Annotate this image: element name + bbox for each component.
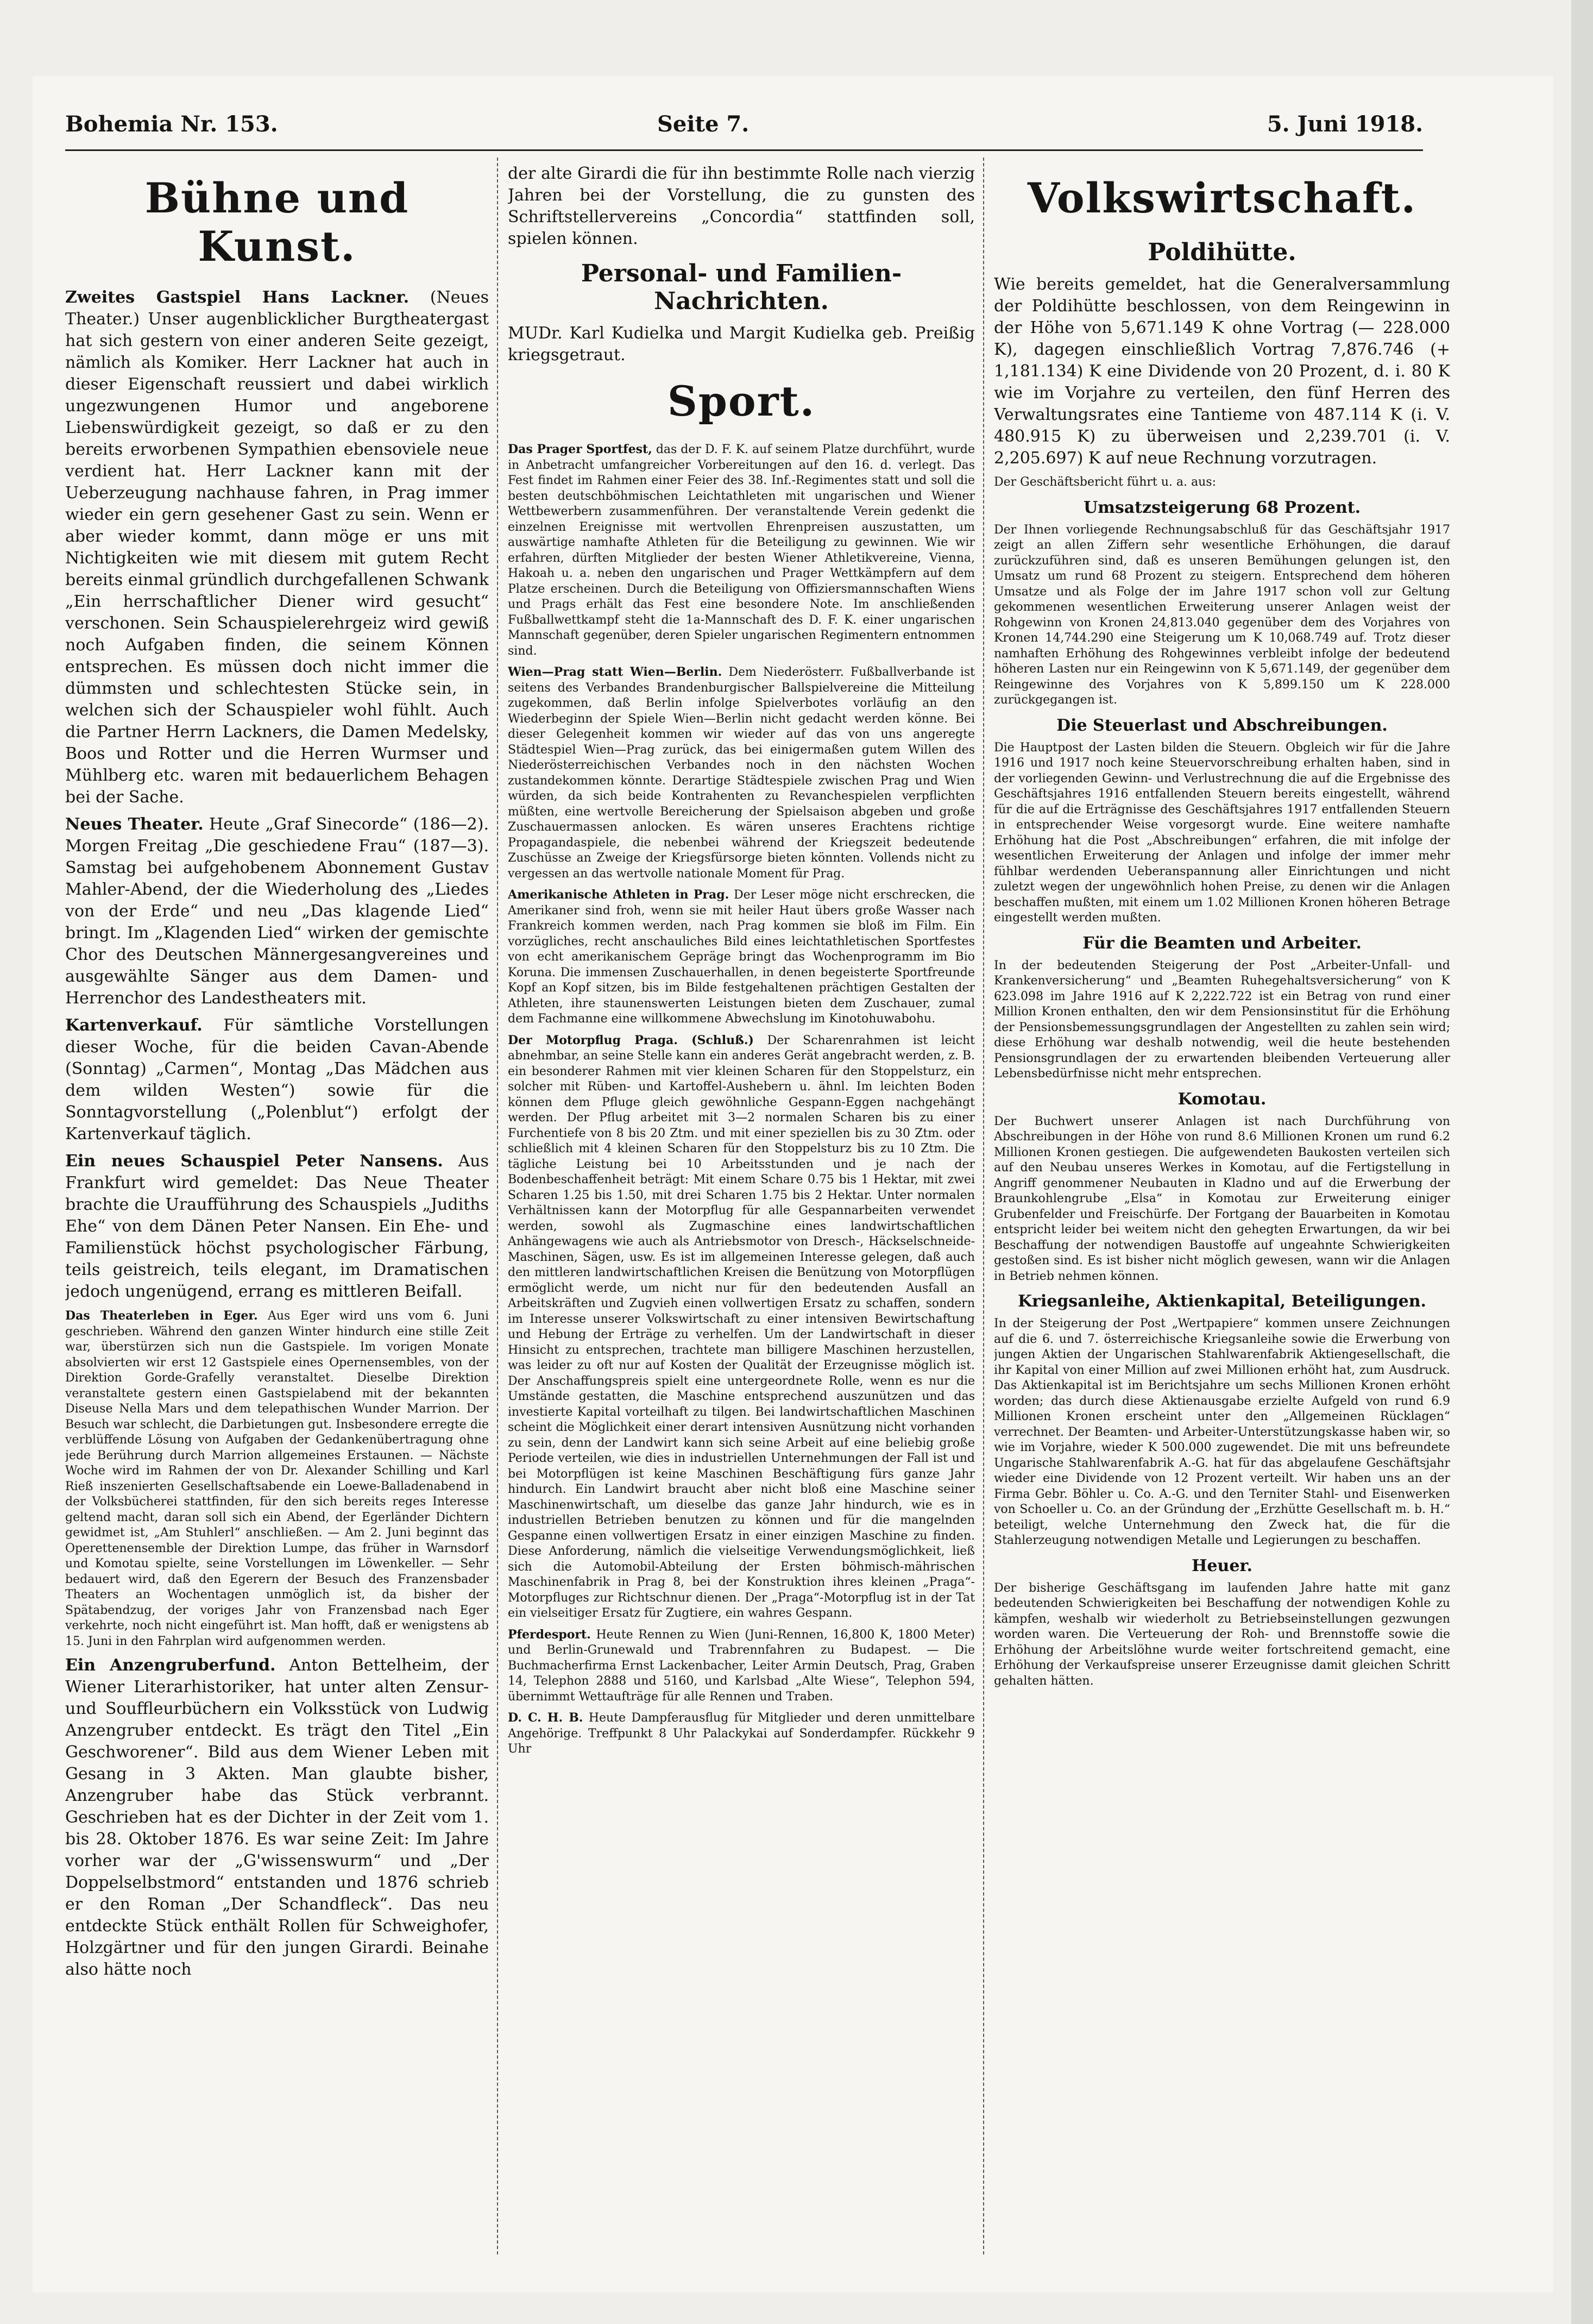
paragraph: Der Geschäftsbericht führt u. a. aus:	[994, 475, 1216, 489]
section-title-personal: Personal- und Familien-Nachrichten.	[581, 260, 902, 315]
column-divider	[983, 158, 984, 2254]
section-title-volkswirtschaft: Volkswirtschaft.	[1027, 174, 1417, 222]
paragraph: In der Steigerung der Post „Wertpapiere“ kommen unsere Zeichnungen auf die 6. und 7. österreichische Kriegsanleihe sowie die Erwerbung von jungen Aktien der Ungarischen Stahlwarenfabrik Aktiengesellschaft, die ihr Kapital von einer Million auf zwei Millionen erhöht hat, zum Ausdruck. Das Aktienkapital ist im Berichtsjahre um sechs Millionen Kronen erhöht worden; das durch diese Aktienausgabe erzielte Aufgeld von rund 6.9 Millionen Kronen erscheint unter den „Allgemeinen Rücklagen“ verrechnet. Der Beamten- und Arbeiter-Unterstützungskasse haben wir, so wie im Vorjahre, wieder K 500.000 zugewendet. Die mit uns befreundete Ungarische Stahlwarenfabrik A.-G. hat für das abgelaufene Geschäftsjahr wieder eine Dividende von 12 Prozent verteilt. Wir haben uns an der Firma Gebr. Böhler u. Co. A.-G. und den Terniter Stahl- und Eisenwerken von Schoeller u. Co. an der Gründung der „Erzhütte Gesellschaft m. b. H.“ beteiligt, welche Unternehmung den Zweck hat, die für die Stahlerzeugung notwendigen Metalle und Legierungen zu beschaffen.	[994, 1317, 1450, 1547]
article-kartenverkauf	[65, 1015, 489, 1145]
sport-articles	[508, 442, 975, 1757]
article-eger	[65, 1308, 489, 1649]
article-heading: Das Prager Sportfest,	[508, 442, 652, 456]
header-page-number: Seite 7.	[657, 111, 750, 137]
section-title-sport: Sport.	[667, 377, 816, 425]
article-dchb	[508, 1710, 975, 1757]
article-neues-theater	[65, 814, 489, 1009]
paragraph: Der Buchwert unserer Anlagen ist nach Durchführung von Abschreibungen in der Höhe von rund 8.6 Millionen Kronen um rund 6.2 Millionen Kronen gestiegen. Die aufgewendeten Baukosten verteilen sich auf den Neubau unseres Werkes in Komotau, auf die Fertigstellung in Angriff genommener Neubauten in Kladno und auf die Erwerbung der Braunkohlengrube „Elsa“ in Komotau zur Erweiterung einiger Grubenfelder und Freischürfe. Der Fortgang der Bauarbeiten in Komotau entspricht leider bei weitem nicht den gehegten Erwartungen, da wir bei Beschaffung der notwendigen Baustoffe auf ungeahnte Schwierigkeiten gestoßen sind. Es ist bisher nicht möglich gewesen, wann wir die Anlagen in Betrieb nehmen können.	[994, 1114, 1450, 1283]
article-heading: Ein neues Schauspiel Peter Nansens.	[65, 1152, 443, 1171]
article-anzengruber	[65, 1655, 489, 1981]
article-continuation: der alte Girardi die für ihn bestimmte Rolle nach vierzig Jahren bei der Vorstellung, die zu gunsten des Schriftstellervereins „Concordia“ stattfinden soll, spielen können.	[508, 164, 975, 248]
article-body: Dem Niederösterr. Fußballverbande ist seitens des Verbandes Brandenburgischer Ballspielvereine die Mitteilung zugekommen, daß Berlin infolge Spielverbotes vorläufig an den Wiederbeginn der Spiele Wien—Berlin nicht gedacht werden könne. Bei dieser Gelegenheit kommen wir wieder auf das von uns angeregte Städtespiel Wien—Prag zurück, das bei einigermaßen gutem Willen des Niederösterreichischen Verbandes noch in den nächsten Wochen zustandekommen könnte. Derartige Städtespiele zwischen Prag und Wien würden, da sich beide Kontrahenten zu Revanchespielen verpflichten müßten, eine wertvolle Bereicherung der Spielsaison abgeben und große Zuschauermassen anlocken. Es wären unseres Erachtens richtige Propagandaspiele, die nebenbei während der Kriegszeit bedeutende Zuschüsse an Zweige der Kriegsfürsorge bieten könnten. Vollends nicht zu vergessen an das wertvolle nationale Moment für Prag.	[508, 665, 975, 881]
article-heading: D. C. H. B.	[508, 1711, 583, 1725]
article-heading: Ein Anzengruberfund.	[65, 1656, 276, 1675]
article-lackner	[65, 287, 489, 808]
paragraph: Wie bereits gemeldet, hat die Generalversammlung der Poldihütte beschlossen, von dem Reingewinn in der Höhe von 5,671.149 K ohne Vortrag (— 228.000 K), dagegen einschließlich Vortrag 7,876.746 (+ 1,181.134) K eine Dividende von 20 Prozent, d. i. 80 K wie im Vorjahre zu verteilen, den fünf Herren des Verwaltungsrates eine Tantieme von 487.114 K (i. V. 480.915 K) zu überweisen und 2,239.701 (i. V. 2,205.697) K auf neue Rechnung vorzutragen.	[994, 275, 1450, 468]
article-body: (Neues Theater.) Unser augenblicklicher Burgtheatergast hat sich gestern von einer anderen Seite gezeigt, nämlich als Komiker. Herr Lackner hat auch in dieser Eigenschaft reussiert und dabei wirklich ungezwungenen Humor und angeborene Liebenswürdigkeit gezeigt, so daß er zu den bereits erworbenen Sympathien ebensoviele neue verdient hat. Herr Lackner kann mit der Ueberzeugung nachhause fahren, in Prag immer wieder ein gern gesehener Gast zu sein. Wenn er aber wieder kommt, dann möge er uns mit Nichtigkeiten wie mit diesem mit gutem Recht bereits einmal gründlich durchgefallenen Schwank „Ein herrschaftlicher Diener wird gesucht“ verschonen. Sein Schauspielerehrgeiz wird gewiß noch Aufgaben finden, die seinem Können entsprechen. Es müssen doch nicht immer die dümmsten und schlechtesten Stücke sein, in welchen sich der Schauspieler wohl fühlt. Auch die Partner Herrn Lackners, die Damen Medelsky, Boos und Rotter und die Herren Wurmser und Mühlberg etc. waren mit bedauerlichem Behagen bei der Sache.	[65, 288, 489, 807]
paragraph: Der Ihnen vorliegende Rechnungsabschluß für das Geschäftsjahr 1917 zeigt an allen Ziffern sehr wesentliche Erhöhungen, die darauf zurückzuführen sind, daß es unseren Bemühungen gelungen ist, den Umsatz um rund 68 Prozent zu steigern. Entsprechend dem höheren Umsatze und als Folge der im Jahre 1917 schon voll zur Geltung gekommenen wesentlichen Erweiterung unserer Anlagen weist der Rohgewinn von Kronen 24,813.040 gegenüber dem des Vorjahres von Kronen 14,744.290 eine Steigerung um K 10,068.749 auf. Trotz dieser namhaften Erhöhung des Rohgewinnes verbleibt infolge der bedeutend höheren Lasten nur ein Reingewinn von K 5,671.149, der gegenüber dem Reingewinne des Vorjahres von K 5,899.150 um K 228.000 zurückgegangen ist.	[994, 523, 1450, 707]
paragraph: In der bedeutenden Steigerung der Post „Arbeiter-Unfall- und Krankenversicherung“ und „Beamten Ruhegehaltsversicherung“ von K 623.098 im Jahre 1916 auf K 2,222.722 ist ein Betrag von rund einer Million Kronen enthalten, den wir dem Pensionsinstitut für die Erhöhung der Pensionsbemessungsgrundlagen der Angestellten zu zahlen sein wird; diese Erhöhung war deshalb notwendig, weil die heute bestehenden Pensionsgrundlagen der zu erwartenden bleibenden Verteuerung aller Lebensbedürfnisse nicht mehr entsprechen.	[994, 958, 1450, 1081]
subheading-umsatz: Umsatzsteigerung 68 Prozent.	[1083, 498, 1361, 517]
page-header	[65, 111, 1423, 149]
article-body: Der Leser möge nicht erschrecken, die Amerikaner sind froh, wenn sie mit heiler Haut übers große Wasser nach Frankreich kommen werden, nach Prag kommen sie bloß im Film. Ein vorzügliches, recht anschauliches Bild eines leichtathletischen Sportfestes von echt amerikanischem Gepräge bringt das Wochenprogramm im Bio Koruna. Die immensen Zuschauerhallen, in denen begeisterte Sportfreunde Kopf an Kopf sitzen, bis im Bilde festgehaltenen prächtigen Gestalten der Athleten, ihre staunenswerten Leistungen bieten dem Zuschauer, zumal dem Fachmanne eine willkommene Abwechslung im Kinotohuwabohu.	[508, 888, 975, 1026]
article-heading: Zweites Gastspiel Hans Lackner.	[65, 288, 410, 307]
subheading-komotau: Komotau.	[1178, 1089, 1267, 1109]
article-body: Aus Eger wird uns vom 6. Juni geschrieben. Während den ganzen Winter hindurch eine stille Zeit war, überstürzen sich nun die Gastspiele. Im vorigen Monate absolvierten wir erst 12 Gastspiele eines Opernensembles, von der Direktion Gorde-Grafelly veranstaltet. Dieselbe Direktion veranstaltete gestern einen Gastspielabend mit der bekannten Diseuse Nella Mars und dem telepathischen Wunder Marrion. Der Besuch war schlecht, die Darbietungen gut. Insbesondere erregte die verblüffende Lösung von Aufgaben der Gedankenübertragung ohne jede Berührung durch Marrion allgemeines Erstaunen. — Nächste Woche wird im Rahmen der von Dr. Alexander Schilling und Karl Rieß inszenierten Gesellschaftsabende ein Loewe-Balladenabend in der Volksbücherei stattfinden, für den sich bereits reges Interesse geltend macht, daran soll sich ein Abend, der Egerländer Dichtern gewidmet ist, „Am Stuhlerl“ anschließen. — Am 2. Juni beginnt das Operettenensemble der Direktion Lumpe, das früher in Warnsdorf und Komotau spielte, seine Vorstellungen im Löwenkeller. — Sehr bedauert wird, daß den Egerern der Besuch des Franzensbader Theaters an Wochentagen unmöglich ist, da bisher der Spätabendzug, der voriges Jahr von Franzensbad nach Eger verkehrte, noch nicht eingeführt ist. Man hofft, daß er wenigstens ab 15. Juni in den Fahrplan wird aufgenommen werden.	[65, 1309, 489, 1648]
article-heading: Amerikanische Athleten in Prag.	[508, 888, 729, 902]
section-title-buehne: Bühne und Kunst.	[144, 174, 410, 271]
article-body: Der Scharenrahmen ist leicht abnehmbar, an seine Stelle kann ein anderes Gerät angebracht werden, z. B. ein besonderer Rahmen mit vier kleinen Scharen für den Stoppelsturz, ein solcher mit Rüben- und Kartoffel-Aushebern u. ähnl. Im leichten Boden können dem Pfluge gleich gewöhnliche Gespann-Eggen nachgehängt werden. Der Pflug arbeitet mit 3—2 normalen Scharen bis zu einer Furchentiefe von 8 bis 20 Ztm. und mit einer speziellen bis zu 30 Ztm. oder schließlich mit 4 kleinen Scharen für den Stoppelsturz bis zu 10 Ztm. Die tägliche Leistung bei 10 Arbeitsstunden und je nach der Bodenbeschaffenheit beträgt: Mit einem Schare 0.75 bis 1 Hektar, mit zwei Scharen 1.25 bis 1.50, mit drei Scharen 1.75 bis 2 Hektar. Unter normalen Verhältnissen kann der Motorpflug für alle Gespannarbeiten verwendet werden, sowohl als Zugmaschine eines landwirtschaftlichen Anhängewagens wie auch als Antriebsmotor von Dresch-, Häckselschneide-Maschinen, Sägen, usw. Es ist im allgemeinen Interesse gelegen, daß auch den mittleren landwirtschaftlichen Kreisen die Benützung von Motorpflügen ermöglicht werde, um nicht nur für den bedeutenden Ausfall an Arbeitskräften und Zugvieh einen vollwertigen Ersatz zu schaffen, sondern im Interesse unserer Volkswirtschaft zu einer intensiven Bewirtschaftung und Hebung der Erträge zu verhelfen. Um der Landwirtschaft in dieser Hinsicht zu entsprechen, trachtete man billigere Maschinen herzustellen, was leider zu oft nur auf Kosten der Qualität der Erzeugnisse möglich ist. Der Anschaffungspreis spielt eine untergeordnete Rolle, wenn es nur die Umstände gestatten, die Maschine entsprechend auszunützen und das investierte Kapital vorteilhaft zu tilgen. Bei landwirtschaftlichen Maschinen scheint die Möglichkeit einer derart intensiven Ausnützung nicht vorhanden zu sein, denn der Landwirt kann sich seine Arbeit auf eine beliebig große Periode verteilen, wie dies in industriellen Unternehmungen der Fall ist und bei Motorpflügen ist keine Maschinen Beschäftigung fürs ganze Jahr hindurch. Ein Landwirt braucht aber nicht bloß eine Maschine seiner Maschinenwirtschaft, um dieselbe das ganze Jahr hindurch, wie es in industriellen Betrieben benutzen zu können und für die mangelnden Gespanne einen vollwertigen Ersatz in einer einzigen Maschine zu finden. Diese Anforderung, nämlich die vielseitige Verwendungsmöglichkeit, ließ sich die Automobil-Abteilung der Ersten böhmisch-mährischen Maschinenfabrik in Prag 8, bei der Konstruktion ihres kleinen „Praga“-Motorpfluges zur Richtschnur dienen. Der „Praga“-Motorpflug ist in der Tat ein vielseitiger Ersatz für Zugtiere, ein wahres Gespann.	[508, 1033, 975, 1620]
article-heading: Kartenverkauf.	[65, 1016, 203, 1035]
article-pferdesport	[508, 1627, 975, 1705]
subheading-kriegsanleihe: Kriegsanleihe, Aktienkapital, Beteiligungen.	[1017, 1292, 1427, 1311]
article-heading: Das Theaterleben in Eger.	[65, 1309, 258, 1323]
article-nansen	[65, 1151, 489, 1303]
continuation-block	[508, 163, 975, 425]
article-heading: Wien—Prag statt Wien—Berlin.	[508, 665, 722, 679]
article-heading: Pferdesport.	[508, 1627, 591, 1642]
article-heading: Neues Theater.	[65, 815, 204, 834]
column-volkswirtschaft	[994, 163, 1450, 2254]
subheading-steuer: Die Steuerlast und Abschreibungen.	[1056, 715, 1388, 735]
article-wien-prag	[508, 664, 975, 882]
column-sport	[508, 163, 975, 2254]
article-body: Für sämtliche Vorstellungen dieser Woche, für die beiden Cavan-Abende (Sonntag) „Carmen“, Montag „Das Mädchen aus dem wilden Westen“) sowie für die Sonntagvorstellung („Polenblut“) erfolgt der Kartenverkauf täglich.	[65, 1016, 489, 1144]
article-body: Heute „Graf Sinecorde“ (186—2). Morgen Freitag „Die geschiedene Frau“ (187—3). Samstag bei aufgehobenem Abonnement Gustav Mahler-Abend, der die Wiederholung des „Liedes von der Erde“ und neu „Das klagende Lied“ bringt. Im „Klagenden Lied“ wirken der gemischte Chor des Deutschen Männergesangvereines und ausgewählte Sänger aus dem Damen- und Herrenchor des Landestheaters mit.	[65, 815, 489, 1008]
subsection-title-poldihuette: Poldihütte.	[1148, 238, 1296, 266]
article-sportfest	[508, 442, 975, 659]
scan-margin	[1571, 0, 1593, 2324]
article-heading: Der Motorpflug Praga. (Schluß.)	[508, 1033, 754, 1047]
header-date: 5. Juni 1918.	[1267, 111, 1423, 137]
poldihuette-intro	[994, 274, 1450, 469]
article-body: Heute Dampferausflug für Mitglieder und deren unmittelbare Angehörige. Treffpunkt 8 Uhr Palackykai auf Sonderdampfer. Rückkehr 9 Uhr	[508, 1711, 975, 1756]
subheading-beamten: Für die Beamten und Arbeiter.	[1082, 933, 1362, 953]
article-amerikanische-athleten	[508, 887, 975, 1027]
article-body: Heute Rennen zu Wien (Juni-Rennen, 16,800 K, 1800 Meter) und Berlin-Grunewald und Trabrennfahren zu Budapest. — Die Buchmacherfirma Ernst Lackenbacher, Leiter Armin Deutsch, Prag, Graben 14, Telephon 2888 und 5160, und Karlsbad „Alte Wiese“, Telephon 594, übernimmt Wettaufträge für alle Rennen und Traben.	[508, 1628, 975, 1704]
article-body: Aus Frankfurt wird gemeldet: Das Neue Theater brachte die Uraufführung des Schauspiels „Judiths Ehe“ von dem Dänen Peter Nansen. Ein Ehe- und Familienstück höchst psychologischer Färbung, teils geistreich, teils elegant, im Dramatischen jedoch ungenügend, errang es mittleren Beifall.	[65, 1152, 489, 1301]
paragraph: Der bisherige Geschäftsgang im laufenden Jahre hatte mit ganz bedeutenden Schwierigkeiten bei Beschaffung der notwendigen Kohle zu kämpfen, weshalb wir wiederholt zu Betriebseinstellungen gezwungen worden waren. Die Verteuerung der Roh- und Brennstoffe sowie die Erhöhung der Arbeitslöhne wurde weiter fortschreitend gemacht, eine Erhöhung der Verkaufspreise unserer Erzeugnisse damit gleichen Schritt gehalten hätten.	[994, 1581, 1450, 1688]
article-personal: MUDr. Karl Kudielka und Margit Kudielka geb. Preißig kriegsgetraut.	[508, 324, 975, 365]
article-motorpflug	[508, 1033, 975, 1622]
column-divider	[497, 158, 498, 2254]
subheading-heuer: Heuer.	[1192, 1556, 1252, 1575]
article-body: Anton Bettelheim, der Wiener Literarhistoriker, hat unter alten Zensur- und Souffleurbüchern ein Volksstück von Ludwig Anzengruber entdeckt. Es trägt den Titel „Ein Geschworener“. Bild aus dem Wiener Leben mit Gesang in 3 Akten. Man glaubte bisher, Anzengruber habe das Stück verbrannt. Geschrieben hat es der Dichter in der Zeit vom 1. bis 28. Oktober 1876. Es war seine Zeit: Im Jahre vorher war der „G'wissenswurm“ und „Der Doppelselbstmord“ entstanden und 1876 schrieb er den Roman „Der Schandfleck“. Das neu entdeckte Stück enthält Rollen für Schweighofer, Holzgärtner und für den jungen Girardi. Beinahe also hätte noch	[65, 1656, 489, 1979]
report-body	[994, 475, 1450, 1689]
small-print-block	[65, 1308, 489, 1649]
paragraph: Die Hauptpost der Lasten bilden die Steuern. Obgleich wir für die Jahre 1916 und 1917 noch keine Steuervorschreibung erhalten haben, sind in der vorliegenden Gewinn- und Verlustrechnung die auf die Ergebnisse des Geschäftsjahres 1916 entfallenden Steuern bereits eingestellt, während für die auf die Erträgnisse des Geschäftsjahres 1917 entfallenden Steuern in entsprechender Weise vorgesorgt wurde. Eine weitere namhafte Erhöhung hat die Post „Abschreibungen“ erfahren, die mit infolge der wesentlichen Erweiterung der Anlagen und infolge der immer mehr fühlbar werdenden Ueberanspannung aller Einrichtungen und nicht zuletzt wegen der ungewöhnlich hohen Preise, zu denen wir die Anlagen beschaffen mußten, mit einem um 1.02 Millionen Kronen höheren Betrage eingestellt werden mußten.	[994, 740, 1450, 925]
column-buehne-und-kunst	[65, 163, 489, 2254]
header-issue: Bohemia Nr. 153.	[65, 111, 278, 137]
article-body: das der D. F. K. auf seinem Platze durchführt, wurde in Anbetracht umfangreicher Vorbereitungen auf den 16. d. verlegt. Das Fest findet im Rahmen einer Feier des 38. Inf.-Regimentes statt und soll die besten deutschböhmischen Leichtathleten mit ungarischen und Wiener Wettbewerbern zusammenführen. Der veranstaltende Verein gedenkt die einzelnen Ereignisse mit wertvollen Ehrenpreisen auszustatten, um auswärtige namhafte Athleten für die Beteiligung zu gewinnen. Wie wir erfahren, dürften Mitglieder der besten Wiener Athletikvereine, Vienna, Hakoah u. a. neben den ungarischen und Prager Wettkämpfern auf dem Platze erscheinen. Durch die Beteiligung von Offiziersmannschaften Wiens und Prags erhält das Fest eine besondere Note. Im anschließenden Fußballwettkampf steht die 1a-Mannschaft des D. F. K. einer ungarischen Mannschaft gegenüber, deren Spieler ungarischen Regimentern entnommen sind.	[508, 443, 975, 658]
header-rule	[65, 149, 1423, 151]
